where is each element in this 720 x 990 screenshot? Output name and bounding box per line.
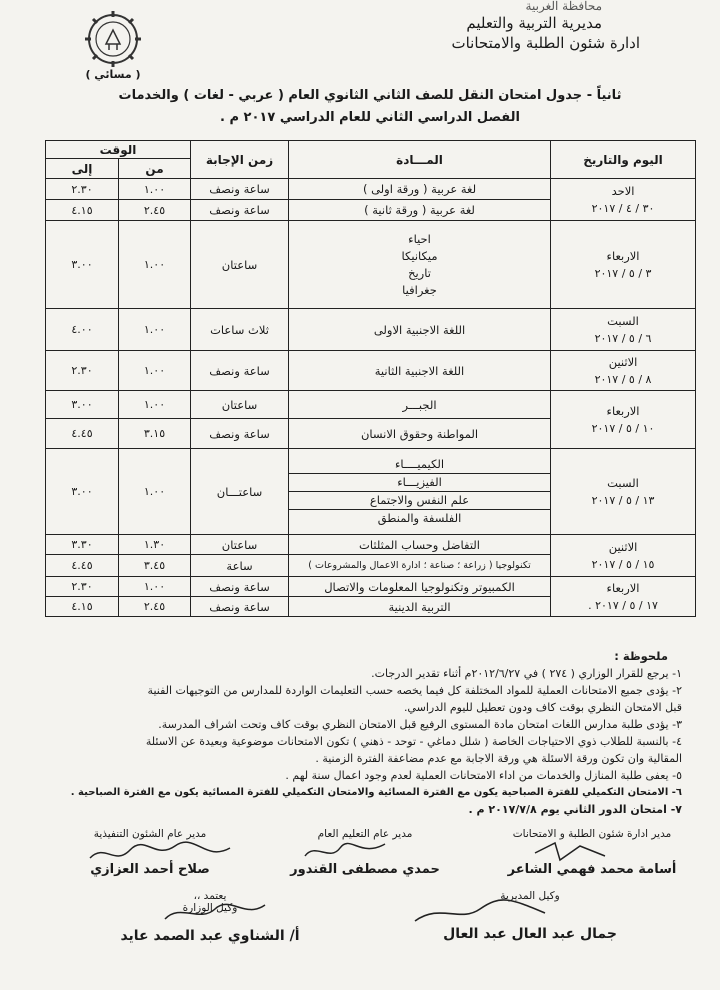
document-title: ثانياً - جدول امتحان النقل للصف الثاني الثانوي العام ( عربي - لغات ) والخدمات [118,88,622,103]
subject-cell: المواطنة وحقوق الانسان [289,419,551,449]
handwritten-signature-icon [85,838,235,868]
table-row [46,351,696,391]
date-label: ٣ / ٥ / ٢٠١٧ [594,266,652,280]
table-row [46,577,696,597]
day-label: الاربعاء [606,580,640,595]
table-row [46,391,696,419]
table-row [46,449,696,535]
subject-cell [289,221,551,309]
header-time: الوقت [46,141,191,159]
signature-name: جمال عبد العال عبد العال [443,926,617,942]
from-cell: ٢.٤٥ [119,597,191,617]
notes-section [22,648,682,818]
subject-cell: تكنولوجيا ( زراعة ؛ صناعة ؛ ادارة الاعمال والمشروعات ) [289,555,551,577]
day-label: الاثنين [608,354,638,369]
to-cell: ٤.٠٠ [46,309,119,351]
day-label: السبت [607,475,639,490]
day-date-cell [551,449,696,535]
to-cell: ٤.١٥ [46,200,119,221]
from-cell: ١.٠٠ [119,449,191,535]
day-label: الاحد [611,183,635,198]
day-date-cell [551,351,696,391]
duration-cell: ساعة [191,555,289,577]
to-cell: ٤.٤٥ [46,555,119,577]
duration-cell: ساعة ونصف [191,597,289,617]
signature-title: مدير ادارة شئون الطلبة و الامتحانات [512,828,672,840]
handwritten-signature-icon [300,838,390,864]
signature-name: حمدي مصطفى القندور [290,862,440,877]
subject-line: تاريخ [408,265,431,280]
signature-title: وكيل المديرية [500,890,560,902]
day-date-cell [551,391,696,449]
subject-line: جغرافيا [402,282,437,297]
table-row [46,535,696,555]
duration-cell: ساعة ونصف [191,179,289,200]
date-label: ١٠ / ٥ / ٢٠١٧ [591,421,655,435]
from-cell: ٢.٤٥ [119,200,191,221]
date-label: ١٧ / ٥ / ٢٠١٧ . [588,598,658,612]
subject-cell: التفاضل وحساب المثلثات [289,535,551,555]
subject-cell: الكمبيوتر وتكنولوجيا المعلومات والاتصال [289,577,551,597]
duration-cell: ساعتان [191,535,289,555]
duration-cell: ثلاث ساعات [191,309,289,351]
ministry-seal-icon [82,8,144,70]
from-cell: ١.٠٠ [119,351,191,391]
subject-cell: الجبـــر [289,391,551,419]
day-date-cell [551,577,696,617]
signature-name: أ/ الشناوي عبد الصمد عايد [120,928,300,944]
note-line: ٧- امتحان الدور الثاني يوم ٢٠١٧/٧/٨ م . [468,803,682,816]
note-line: المقالية وان تكون ورقة الاسئلة هي ورقة الاجابة مع عدم مضاعفة الفترة الزمنية . [315,752,682,765]
approval-label: يعتمد ،، [193,890,227,902]
duration-cell: ساعة ونصف [191,200,289,221]
header-day-date: اليوم والتاريخ [551,141,696,179]
from-cell: ١.٠٠ [119,391,191,419]
note-line: ١- يرجع للقرار الوزاري ( ٢٧٤ ) في ٢٠١٢/٦/٢٧م أثناء تقدير الدرجات. [371,667,682,680]
subject-line: الفيزيـــاء [289,474,550,492]
day-date-cell [551,221,696,309]
from-cell: ١.٠٠ [119,577,191,597]
duration-cell: ساعة ونصف [191,351,289,391]
date-label: ٦ / ٥ / ٢٠١٧ [594,331,652,345]
from-cell: ١.٠٠ [119,221,191,309]
day-label: السبت [607,313,639,328]
note-line: ٥- يعفى طلبة المنازل والخدمات من اداء الامتحانات العملية لعدم وجود اعمال سنة لهم . [285,769,682,782]
note-line: ٢- يؤدى جميع الامتحانات العملية للمواد المختلفة كل فيما يخصه حسب التعليمات الواردة للمدارس من التوجيهات الفنية [147,684,682,697]
notes-heading: ملحوظة : [614,649,668,663]
header-duration: زمن الإجابة [191,141,289,179]
handwritten-signature-icon [410,893,550,927]
subject-cell: اللغة الاجنبية الاولى [289,309,551,351]
signature-title: وكيل الوزارة [182,902,238,914]
to-cell: ٢.٣٠ [46,179,119,200]
table-row [46,221,696,309]
date-label: ٨ / ٥ / ٢٠١٧ [594,372,652,386]
governorate-name: محافظة الغربية [525,0,602,13]
directorate-name: مديرية التربية والتعليم [466,14,602,32]
note-line: ٣- يؤدى طلبة مدارس اللغات امتحان مادة المستوى الرفيع قبل الامتحان النظري بوقت كاف وتحت اشراف المدرسة. [158,718,682,731]
to-cell: ٤.١٥ [46,597,119,617]
from-cell: ٣.١٥ [119,419,191,449]
date-label: ١٣ / ٥ / ٢٠١٧ [591,493,655,507]
subject-line: احياء [408,231,431,246]
to-cell: ٣.٣٠ [46,535,119,555]
seal-caption: ( مسائي ) [85,68,141,81]
duration-cell: ساعة ونصف [191,419,289,449]
signature-name: أسامة محمد فهمي الشاعر [507,862,677,877]
table-header-row [46,141,696,159]
subject-cell: لغة عربية ( ورقة اولى ) [289,179,551,200]
header-from: من [119,159,191,179]
exam-schedule-table [45,140,696,617]
from-cell: ١.٣٠ [119,535,191,555]
subject-cell [289,449,551,535]
note-line: ٤- بالنسبة للطلاب ذوي الاحتياجات الخاصة ( شلل دماغي - توحد - ذهني ) تكون الامتحانات موضوعية وبعيدة عن الاسئلة [145,735,682,748]
subject-line: ميكانيكا [401,248,438,263]
document-subtitle: الفصل الدراسي الثاني للعام الدراسي ٢٠١٧ م . [220,110,520,125]
header-subject: المـــادة [289,141,551,179]
duration-cell: ساعة ونصف [191,577,289,597]
to-cell: ٣.٠٠ [46,391,119,419]
handwritten-signature-icon [160,897,270,927]
date-label: ١٥ / ٥ / ٢٠١٧ [591,557,655,571]
to-cell: ٣.٠٠ [46,221,119,309]
subject-line: الكيميــــاء [289,456,550,474]
table-row [46,179,696,200]
day-label: الاثنين [608,539,638,554]
to-cell: ٣.٠٠ [46,449,119,535]
subject-line: الفلسفة والمنطق [377,511,462,525]
note-line: ٦- الامتحان التكميلي للفترة الصباحية يكون مع الفترة المسائية والامتحان التكميلي للفترة المسائية يكون مع الفترة الصباحية . [70,787,682,798]
day-date-cell [551,309,696,351]
duration-cell: ساعتـــان [191,449,289,535]
from-cell: ١.٠٠ [119,179,191,200]
day-date-cell [551,535,696,577]
signature-title: مدير عام التعليم العام [317,828,413,840]
to-cell: ٢.٣٠ [46,577,119,597]
to-cell: ٤.٤٥ [46,419,119,449]
signature-name: صلاح أحمد العزازي [90,862,210,877]
day-label: الاربعاء [606,403,640,418]
from-cell: ١.٠٠ [119,309,191,351]
duration-cell: ساعتان [191,391,289,419]
from-cell: ٣.٤٥ [119,555,191,577]
subject-cell: لغة عربية ( ورقة ثانية ) [289,200,551,221]
subject-cell: اللغة الاجنبية الثانية [289,351,551,391]
signature-title: مدير عام الشئون التنفيذية [93,828,207,840]
day-date-cell [551,179,696,221]
to-cell: ٢.٣٠ [46,351,119,391]
header-to: إلى [46,159,119,179]
department-name: ادارة شئون الطلبة والامتحانات [451,34,640,52]
duration-cell: ساعتان [191,221,289,309]
note-line: قبل الامتحان النظري بوقت كاف ودون تعطيل لليوم الدراسي. [403,701,682,714]
subject-line: علم النفس والاجتماع [289,492,550,510]
subject-cell: التربية الدينية [289,597,551,617]
day-label: الاربعاء [606,248,640,263]
table-row [46,309,696,351]
handwritten-signature-icon [530,838,610,864]
date-label: ٣٠ / ٤ / ٢٠١٧ [591,201,655,215]
